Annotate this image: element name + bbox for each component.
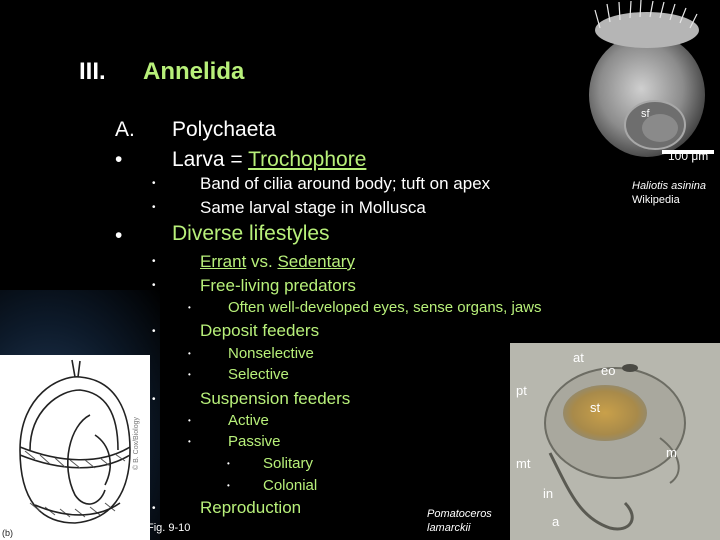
bullet: • [188, 437, 191, 446]
label-at: at [573, 350, 584, 365]
bullet: • [152, 202, 156, 213]
reproduction-item: Reproduction [200, 498, 302, 517]
trochophore-drawing [0, 355, 150, 540]
figure-part-label: (b) [2, 528, 13, 538]
bullet: • [115, 224, 123, 247]
bullet: • [188, 303, 191, 312]
same-stage-item: Same larval stage in Mollusca [200, 198, 426, 217]
suspension-feeders-item: Suspension feeders [200, 389, 351, 408]
micrograph-caption-species: lamarckii [427, 522, 471, 534]
sem-caption-source: Wikipedia [632, 194, 680, 206]
label-st: st [590, 400, 601, 415]
larva-item [172, 148, 366, 172]
figure-credit: © B. Cox/Biology [133, 416, 140, 470]
label-eo: eo [601, 363, 616, 378]
label-in: in [543, 486, 554, 501]
bullet: • [227, 481, 230, 490]
deposit-feeders-item: Deposit feeders [200, 321, 320, 340]
bullet: • [115, 148, 123, 171]
label-a: a [552, 514, 560, 529]
selective-item: Selective [228, 366, 289, 383]
scale-bar-label: 100 μm [668, 149, 709, 163]
bullet: • [152, 256, 156, 267]
bullet: • [152, 280, 156, 291]
label-mt: mt [516, 456, 531, 471]
section-numeral: III. [79, 58, 106, 85]
passive-item: Passive [228, 433, 281, 450]
sf-label: sf [641, 108, 650, 120]
outline-letter-a: A. [115, 118, 135, 141]
bullet: • [188, 349, 191, 358]
bullet: • [188, 370, 191, 379]
solitary-item: Solitary [263, 455, 314, 472]
errant-sedentary-item [200, 252, 355, 272]
label-m: m [666, 445, 677, 460]
bullet: • [152, 326, 156, 337]
diverse-lifestyles-item: Diverse lifestyles [172, 222, 330, 245]
sedentary-link[interactable]: Sedentary [277, 252, 355, 271]
slide-title: Annelida [143, 58, 245, 85]
trochophore-link[interactable]: Trochophore [248, 148, 367, 171]
polychaeta-label: Polychaeta [172, 118, 276, 141]
colonial-item: Colonial [263, 477, 318, 494]
bullet: • [152, 503, 156, 514]
bullet: • [152, 178, 156, 189]
free-living-item: Free-living predators [200, 276, 356, 295]
larva-prefix: Larva = [172, 148, 249, 171]
larva-sem-image [575, 0, 720, 165]
micrograph-caption-genus: Pomatoceros [427, 508, 492, 520]
sem-caption-species: Haliotis asinina [632, 180, 706, 192]
bullet: • [227, 459, 230, 468]
errant-link[interactable]: Errant [200, 252, 247, 271]
figure-number-label: Fig. 9-10 [147, 522, 191, 534]
nonselective-item: Nonselective [228, 345, 314, 362]
cilia-item: Band of cilia around body; tuft on apex [200, 174, 491, 193]
label-pt: pt [516, 383, 527, 398]
active-item: Active [228, 412, 269, 429]
vs-text: vs. [246, 252, 278, 271]
eyes-item: Often well-developed eyes, sense organs, jaws [228, 299, 542, 316]
bullet: • [152, 394, 156, 405]
bullet: • [188, 416, 191, 425]
